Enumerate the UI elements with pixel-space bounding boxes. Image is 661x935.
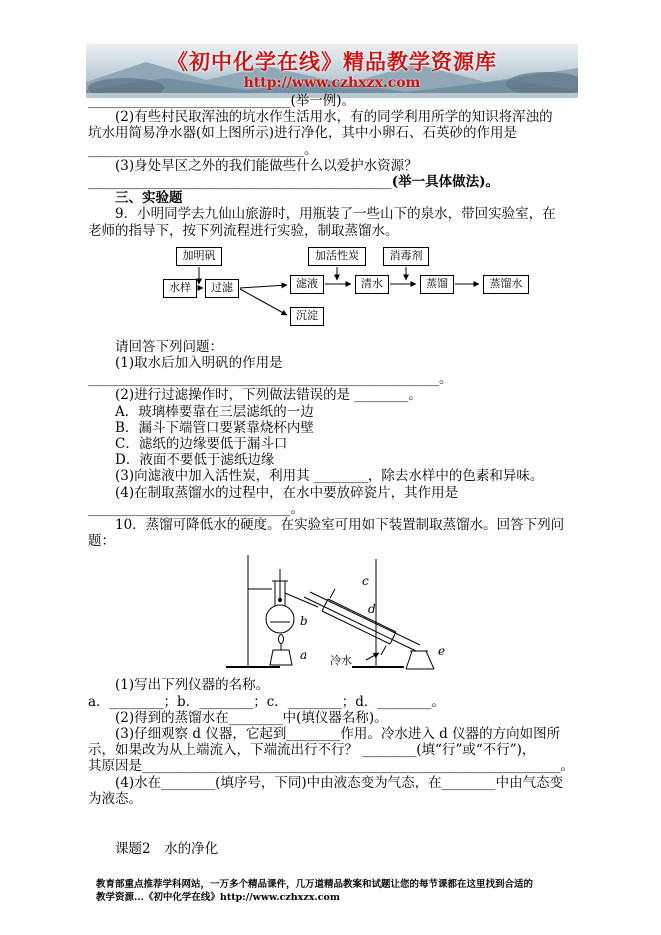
- q8-part3-answer-note: (举一具体做法)。: [391, 174, 500, 191]
- flow-box-filter: 过滤: [205, 279, 239, 298]
- q8-part2-answer-blank: ________________________________。: [88, 141, 318, 158]
- label-e-receiver: e: [438, 644, 446, 659]
- q9-sub4-answer-blank: ______________________________。: [88, 500, 304, 517]
- q8-part3-question: (3)身处旱区之外的我们能做些什么以爱护水资源？: [115, 157, 418, 174]
- q8-answer-blank-example: ______________________________(举一例)。: [88, 93, 356, 109]
- cold-water-arrow: [366, 653, 379, 660]
- footer-line1: 教育部重点推荐学科网站，一万多个精品课件，几万道精品教案和试题让您的每节课都在这里找到合适的: [96, 879, 534, 890]
- q10-sub2-question: (2)得到的蒸馏水在________中(填仪器名称)。: [115, 709, 388, 726]
- q8-part3-answer-blank: _____________________________________________: [88, 174, 392, 191]
- q10-sub3-line1: (3)仔细观察 d 仪器，它起到________作用。冷水进入 d 仪器的方向如图所: [115, 726, 561, 743]
- flow-box-sediment: 沉淀: [290, 307, 324, 326]
- flow-box-filtrate: 滤液: [290, 275, 324, 294]
- q9-prompt: 请回答下列问题：: [115, 338, 223, 355]
- q9-sub1-answer-blank: ____________________________________________________。: [88, 371, 453, 388]
- banner-title: 《初中化学在线》精品教学资源库: [167, 49, 497, 74]
- site-banner: [86, 44, 578, 98]
- flow-box-activated-carbon: 加活性炭: [308, 247, 366, 266]
- page-footer: [96, 878, 576, 904]
- q10-sub1-answer-blanks: a．________；b．________；c．________；d．________。: [88, 693, 445, 710]
- q10-sub4-line1: (4)水在________(填序号，下同)中由液态变为气态，在________中由气态变: [115, 774, 564, 791]
- banner-url-link[interactable]: http://www.czhxzx.com: [243, 75, 421, 91]
- label-a-lamp: a: [300, 648, 308, 663]
- worksheet-body: [88, 93, 580, 857]
- alcohol-lamp: [270, 650, 292, 665]
- q9-sub2-option-a: A．玻璃棒要靠在三层滤纸的一边: [115, 403, 314, 420]
- condenser-jacket: [322, 611, 390, 644]
- label-d-condenser: d: [368, 602, 376, 617]
- distillation-apparatus-figure: [88, 549, 580, 677]
- condenser-inner-tube: [304, 597, 416, 651]
- q9-intro-line2: 老师的指导下，按下列流程进行实验，制取蒸馏水。: [88, 222, 399, 239]
- q10-sub1-question: (1)写出下列仪器的名称。: [115, 677, 270, 694]
- q8-part2-line1: (2)有些村民取浑浊的坑水作生活用水，有的同学利用所学的知识将浑浊的: [115, 109, 553, 126]
- q9-sub2-option-c: C．滤纸的边缘要低于漏斗口: [115, 436, 288, 453]
- water-inlet-stub: [381, 646, 386, 655]
- q9-sub1-question: (1)取水后加入明矾的作用是: [115, 355, 283, 372]
- flask-body: [266, 605, 294, 633]
- lamp-flame: [279, 635, 284, 644]
- q8-part2-line2: 坑水用简易净水器(如上图所示)进行净化，其中小卵石、石英砂的作用是: [88, 125, 518, 142]
- next-topic-heading: 课题2 水的净化: [115, 841, 219, 858]
- purification-flowchart: [88, 239, 580, 339]
- q8-part3-answer-line: [88, 174, 580, 190]
- flow-box-alum: 加明矾: [176, 247, 222, 266]
- section-heading-experiment: 三、实验题: [115, 190, 183, 207]
- q9-sub2-question: (2)进行过滤操作时，下列做法错误的是 ________。: [115, 387, 422, 404]
- q9-sub4-question: (4)在制取蒸馏水的过程中，在水中要放碎瓷片，其作用是: [115, 484, 459, 501]
- q9-intro-line1: 9．小明同学去九仙山旅游时，用瓶装了一些山下的泉水，带回实验室，在: [115, 206, 556, 223]
- q10-intro-line2: 题：: [88, 533, 115, 550]
- flask-side-arm: [285, 593, 318, 607]
- q9-sub3-question: (3)向滤液中加入活性炭，利用其 ________，除去水样中的色素和异味。: [115, 468, 544, 485]
- flow-box-distilled-water: 蒸馏水: [483, 275, 529, 294]
- flow-box-clear-water: 清水: [355, 275, 389, 294]
- q10-sub3-reason-blank: 其原因是______________________________________________________________。: [88, 758, 574, 775]
- q10-sub4-line2: 为液态。: [88, 790, 142, 807]
- label-b-flask: b: [300, 614, 308, 629]
- flow-box-disinfectant: 消毒剂: [383, 247, 429, 266]
- q10-intro-line1: 10．蒸馏可降低水的硬度。在实验室可用如下装置制取蒸馏水。回答下列问: [115, 517, 565, 534]
- water-outlet-stub: [330, 589, 335, 598]
- q10-sub3-line2: 示，如果改为从上端流入，下端流出行不行？ ________(填“行”或“不行”)，: [88, 742, 536, 759]
- q9-sub2-option-d: D．液面不要低于滤纸边缘: [115, 452, 275, 469]
- q9-sub2-option-b: B．漏斗下端管口要紧靠烧杯内壁: [115, 419, 314, 436]
- flow-box-water-sample: 水样: [163, 279, 197, 298]
- label-c-stand: c: [362, 574, 369, 589]
- flow-box-distill: 蒸馏: [420, 275, 454, 294]
- footer-line2: 教学资源...《初中化学在线》http://www.czhxzx.com: [96, 892, 340, 903]
- label-cold-water: 冷水: [330, 654, 352, 668]
